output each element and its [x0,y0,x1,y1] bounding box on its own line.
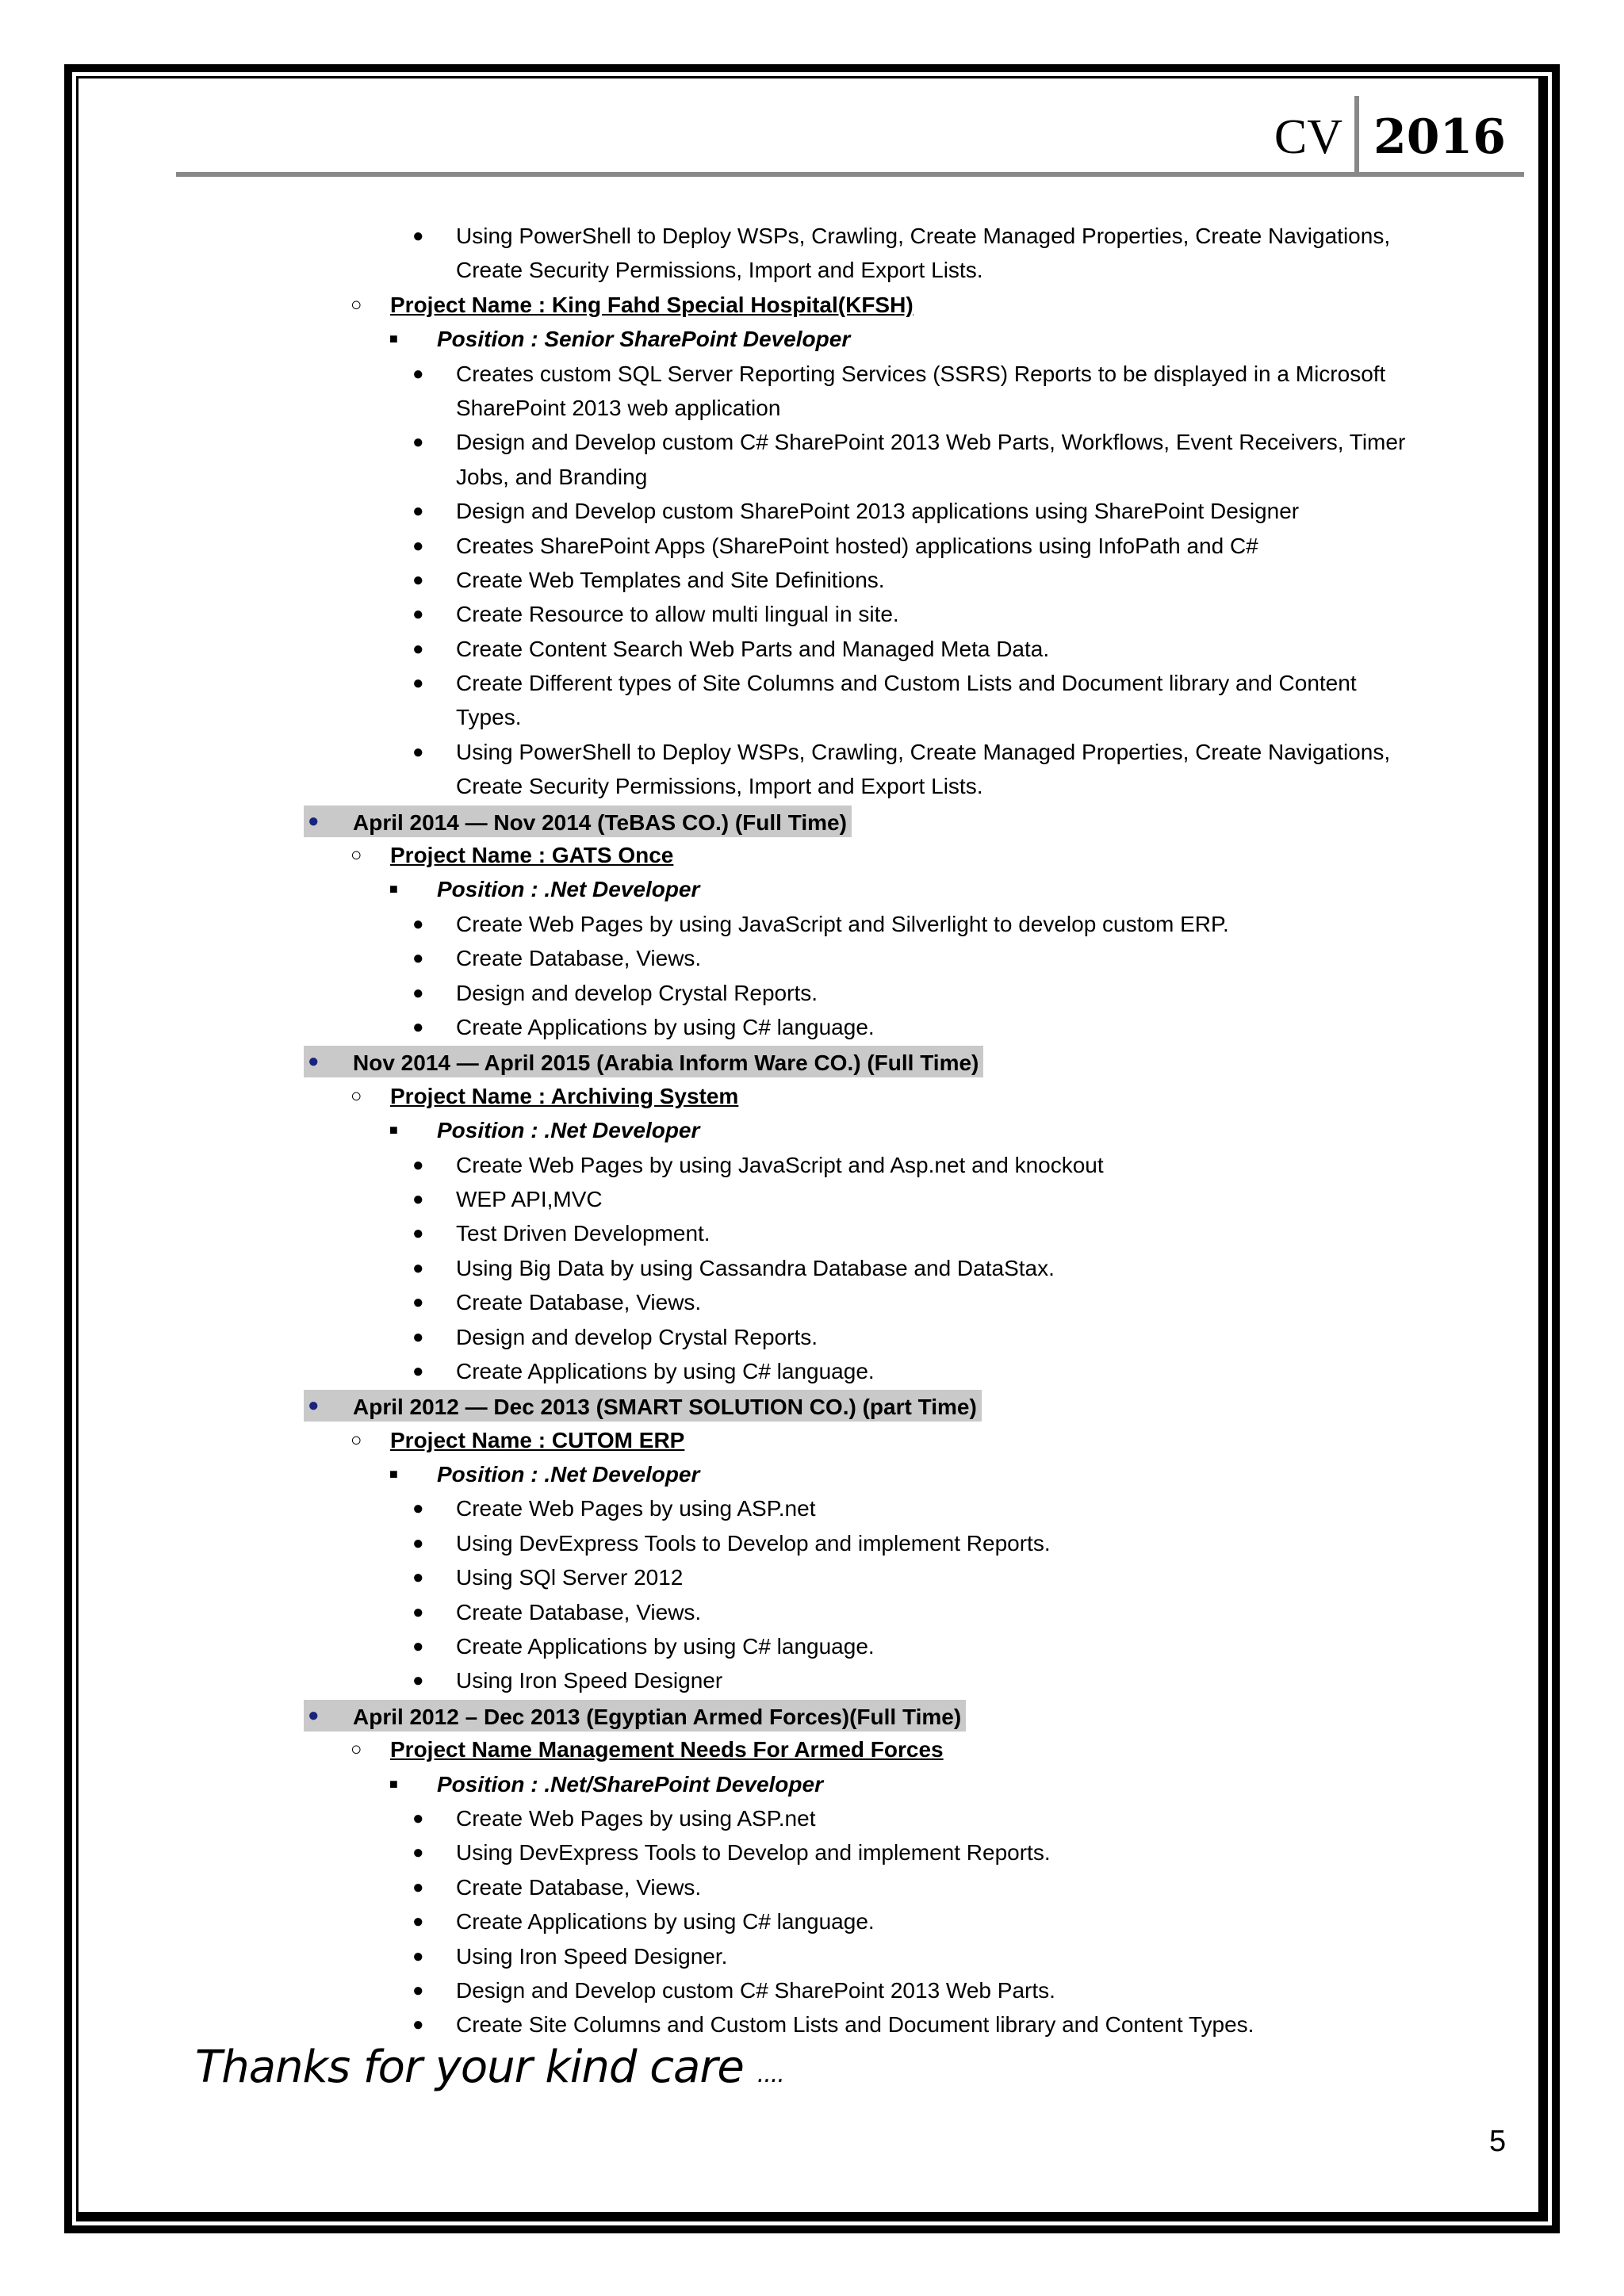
list-item-continuation [0,460,1624,494]
position-title [0,322,1624,356]
header-divider [1354,96,1359,175]
bullet-icon: ● [412,1188,424,1210]
list-item-continuation [0,769,1624,803]
bullet-icon: ● [412,1601,424,1623]
list-item-text: Using DevExpress Tools to Develop and implement Reports. [456,1530,1051,1556]
list-item-text: Creates custom SQL Server Reporting Services (SSRS) Reports to be displayed in a Microsoft [456,361,1386,386]
job-text: April 2014 — Nov 2014 (TeBAS CO.) (Full Time) [304,806,852,837]
list-item [0,2007,1624,2042]
list-item [0,1904,1624,1938]
list-item-text: Design and Develop custom C# SharePoint 2013 Web Parts. [456,1977,1055,2003]
job-heading [0,1388,1624,1422]
list-item-text: Create Web Templates and Site Definitions. [456,567,885,592]
list-item [0,941,1624,975]
list-item [0,1285,1624,1319]
bullet-icon: ● [412,1911,424,1933]
job-text: April 2012 – Dec 2013 (Egyptian Armed Forces)(Full Time) [304,1700,966,1732]
list-item [0,1216,1624,1250]
list-item-text: WEP API,MVC [456,1186,603,1211]
list-item [0,1973,1624,2007]
position-title [0,1457,1624,1491]
bullet-icon: ● [308,1395,320,1417]
list-item [0,1801,1624,1835]
project-text: Project Name : Archiving System [390,1083,739,1108]
list-item-continuation [0,391,1624,425]
bullet-icon: ● [412,1292,424,1314]
list-item [0,1526,1624,1560]
job-text: April 2012 — Dec 2013 (SMART SOLUTION CO.) (part Time) [304,1390,982,1422]
bullet-icon: ● [412,637,424,660]
bullet-icon: ● [412,1670,424,1692]
bullet-icon: ● [412,568,424,591]
project-text: Project Name : King Fahd Special Hospital(KFSH) [390,292,914,317]
circle-bullet-icon: ○ [350,1739,362,1761]
job-text: Nov 2014 — April 2015 (Arabia Inform Ware CO.) (Full Time) [304,1046,983,1077]
list-item-text: Create Security Permissions, Import and Export Lists. [456,774,983,799]
project-text: Project Name Management Needs For Armed Forces [390,1737,944,1762]
list-item-text: Test Driven Development. [456,1221,710,1246]
list-item-text: Create Site Columns and Custom Lists and Document library and Content Types. [456,2012,1254,2038]
bullet-icon: ● [412,431,424,453]
list-item-text: Using DevExpress Tools to Develop and implement Reports. [456,1840,1051,1866]
header-year: 2016 [1373,109,1506,165]
list-item [0,597,1624,631]
list-item-text: Jobs, and Branding [456,464,648,489]
bullet-icon: ● [412,534,424,557]
list-item-text: Design and develop Crystal Reports. [456,1324,818,1349]
bullet-icon: ● [412,1360,424,1382]
list-item [0,1629,1624,1663]
bullet-icon: ● [412,982,424,1004]
project-text: Project Name : CUTOM ERP [390,1427,685,1452]
header-rule [176,172,1524,177]
list-item [0,735,1624,769]
list-item [0,1148,1624,1182]
square-bullet-icon: ■ [389,331,398,347]
list-item-text: Create Applications by using C# language. [456,1634,875,1659]
bullet-icon: ● [412,1326,424,1348]
project-name [0,838,1624,872]
list-item [0,1010,1624,1044]
list-item-text: Types. [456,705,522,730]
position-title [0,872,1624,906]
bullet-icon: ● [412,1979,424,2001]
bullet-icon: ● [412,1876,424,1898]
square-bullet-icon: ■ [389,881,398,897]
cv-content [0,219,1624,2042]
list-item [0,1251,1624,1285]
list-item-text: Create Content Search Web Parts and Managed Meta Data. [456,636,1050,661]
bullet-icon: ● [412,1532,424,1554]
list-item [0,1939,1624,1973]
project-name [0,1079,1624,1113]
project-name [0,1732,1624,1766]
square-bullet-icon: ■ [389,1775,398,1792]
list-item-text: Create Resource to allow multi lingual in site. [456,602,899,627]
bullet-icon: ● [412,603,424,626]
bullet-icon: ● [412,1636,424,1658]
list-item-text: Design and Develop custom SharePoint 2013 applications using SharePoint Designer [456,499,1300,524]
position-title [0,1113,1624,1147]
list-item-text: Create Applications by using C# language. [456,1909,875,1934]
bullet-icon: ● [412,947,424,970]
list-item [0,529,1624,563]
list-item [0,219,1624,253]
closing-dots: .... [756,2061,784,2088]
closing-text: Thanks for your kind care [195,2042,744,2093]
bullet-icon: ● [412,740,424,763]
position-text: Position : .Net Developer [437,1462,700,1487]
list-item-text: Create Database, Views. [456,1874,702,1900]
list-item-text: Create Web Pages by using ASP.net [456,1805,816,1831]
list-item [0,1182,1624,1216]
list-item [0,1595,1624,1629]
list-item [0,1320,1624,1354]
list-item-text: Using SQl Server 2012 [456,1565,684,1590]
list-item [0,1491,1624,1525]
list-item-text: Create Security Permissions, Import and Export Lists. [456,258,983,283]
list-item-text: Create Database, Views. [456,946,702,971]
list-item-text: Create Web Pages by using ASP.net [456,1496,816,1521]
list-item [0,494,1624,528]
list-item-text: Create Web Pages by using JavaScript and Silverlight to develop custom ERP. [456,911,1229,936]
bullet-icon: ● [412,1223,424,1245]
bullet-icon: ● [412,2014,424,2036]
circle-bullet-icon: ○ [350,293,362,316]
list-item [0,1870,1624,1904]
list-item [0,666,1624,700]
list-item-continuation [0,700,1624,734]
job-heading [0,1698,1624,1732]
bullet-icon: ● [412,1842,424,1864]
list-item [0,425,1624,459]
list-item [0,632,1624,666]
list-item-text: Using PowerShell to Deploy WSPs, Crawling, Create Managed Properties, Create Navigations, [456,224,1391,248]
position-text: Position : .Net Developer [437,877,700,902]
list-item-text: Create Database, Views. [456,1599,702,1624]
circle-bullet-icon: ○ [350,1429,362,1451]
list-item-text: Using PowerShell to Deploy WSPs, Crawling, Create Managed Properties, Create Navigations, [456,739,1391,764]
bullet-icon: ● [412,913,424,935]
list-item-text: SharePoint 2013 web application [456,395,781,420]
list-item-text: Create Applications by using C# language. [456,1358,875,1383]
list-item-text: Creates SharePoint Apps (SharePoint hosted) applications using InfoPath and C# [456,533,1258,558]
list-item-text: Create Web Pages by using JavaScript and Asp.net and knockout [456,1152,1104,1177]
bullet-icon: ● [412,1567,424,1589]
list-item [0,1560,1624,1594]
list-item [0,1354,1624,1388]
list-item-text: Using Iron Speed Designer. [456,1943,728,1969]
list-item-text: Using Iron Speed Designer [456,1668,723,1693]
list-item-text: Design and develop Crystal Reports. [456,980,818,1005]
bullet-icon: ● [412,1257,424,1279]
list-item [0,976,1624,1010]
project-name [0,288,1624,322]
bullet-icon: ● [412,1498,424,1520]
bullet-icon: ● [412,1807,424,1829]
bullet-icon: ● [308,809,320,832]
job-heading [0,804,1624,838]
list-item-text: Create Applications by using C# language. [456,1014,875,1039]
list-item-continuation [0,253,1624,287]
position-text: Position : Senior SharePoint Developer [437,327,851,352]
square-bullet-icon: ■ [389,1122,398,1138]
bullet-icon: ● [412,225,424,247]
position-title [0,1767,1624,1801]
project-text: Project Name : GATS Once [390,843,674,868]
position-text: Position : .Net Developer [437,1118,700,1143]
bullet-icon: ● [308,1050,320,1073]
list-item [0,1663,1624,1697]
list-item [0,907,1624,941]
project-name [0,1423,1624,1457]
list-item [0,1835,1624,1869]
closing-note [195,2042,784,2093]
bullet-icon: ● [412,1945,424,1967]
bullet-icon: ● [412,500,424,522]
circle-bullet-icon: ○ [350,844,362,867]
bullet-icon: ● [412,1016,424,1038]
list-item [0,357,1624,391]
header-cv-label: CV [1274,110,1342,164]
bullet-icon: ● [412,672,424,695]
circle-bullet-icon: ○ [350,1085,362,1107]
job-heading [0,1044,1624,1078]
list-item-text: Design and Develop custom C# SharePoint 2013 Web Parts, Workflows, Event Receivers, Timer [456,430,1406,455]
page-number: 5 [1489,2125,1507,2158]
list-item-text: Using Big Data by using Cassandra Database and DataStax. [456,1255,1055,1280]
list-item-text: Create Database, Views. [456,1290,702,1315]
square-bullet-icon: ■ [389,1466,398,1483]
position-text: Position : .Net/SharePoint Developer [437,1771,823,1797]
bullet-icon: ● [412,362,424,385]
bullet-icon: ● [308,1704,320,1726]
list-item-text: Create Different types of Site Columns and Custom Lists and Document library and Content [456,671,1357,696]
list-item [0,563,1624,597]
bullet-icon: ● [412,1154,424,1176]
